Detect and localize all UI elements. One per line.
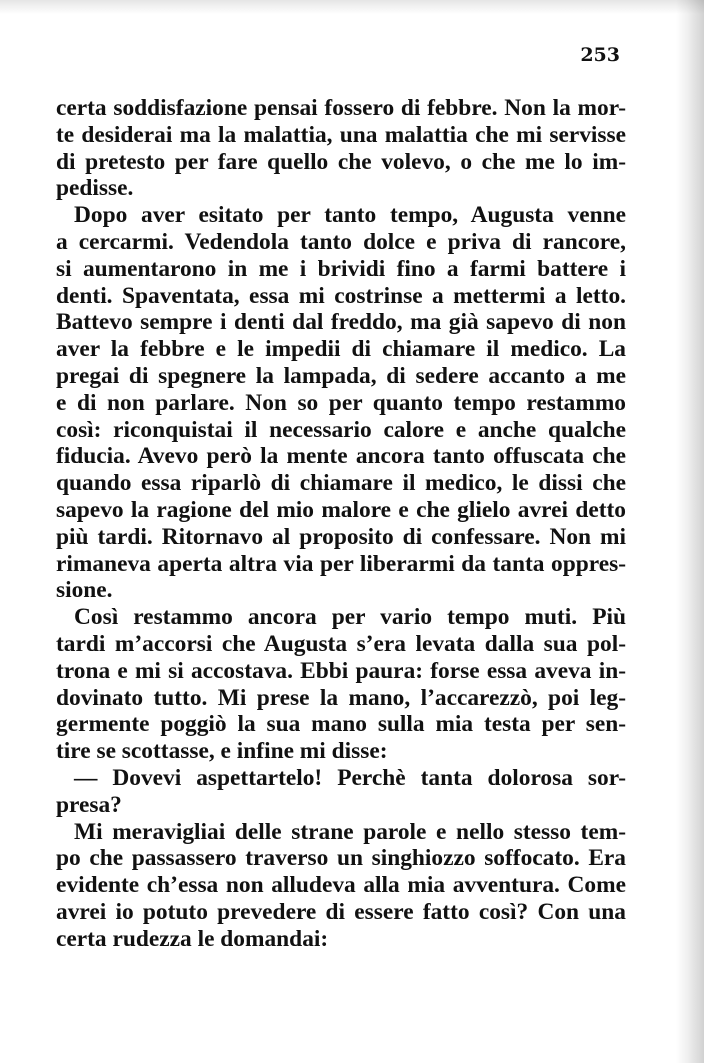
page-top-shadow	[0, 0, 704, 14]
text-line: po che passassero traverso un singhiozzo soffocato. Era	[56, 845, 626, 872]
text-line: evidente ch’essa non alludeva alla mia avventura. Come	[56, 872, 626, 899]
text-line: fiducia. Avevo però la mente ancora tanto offuscata che	[56, 443, 626, 470]
text-line: Così restammo ancora per vario tempo muti. Più	[74, 604, 626, 631]
text-line: e di non parlare. Non so per quanto tempo restammo	[56, 389, 626, 416]
text-line: pedisse.	[56, 175, 134, 202]
text-line: certa rudezza le domandai:	[56, 925, 329, 952]
text-line: germente poggiò la sua mano sulla mia testa per sen-	[56, 711, 626, 738]
text-line: pregai di spegnere la lampada, di sedere accanto a me	[56, 362, 626, 389]
text-line: tire se scottasse, e infine mi disse:	[56, 738, 388, 765]
text-line: quando essa riparlò di chiamare il medico, le dissi che	[56, 470, 626, 497]
text-line: trona e mi si accostava. Ebbi paura: forse essa aveva in-	[56, 657, 626, 684]
text-line: aver la febbre e le impedii di chiamare il medico. La	[56, 336, 626, 363]
text-line: si aumentarono in me i brividi fino a farmi battere i	[56, 255, 626, 282]
text-line: a cercarmi. Vedendola tanto dolce e priva di rancore,	[56, 228, 626, 255]
body-text	[56, 95, 626, 953]
text-line: certa soddisfazione pensai fossero di febbre. Non la mor-	[56, 95, 626, 121]
text-line: Mi meravigliai delle strane parole e nello stesso tem-	[74, 818, 626, 845]
text-line: di pretesto per fare quello che volevo, o che me lo im-	[56, 148, 626, 175]
page-number: 253	[580, 44, 620, 66]
page-edge-shadow	[676, 0, 704, 1063]
text-line: tardi m’accorsi che Augusta s’era levata dalla sua pol-	[56, 630, 626, 657]
text-line: Battevo sempre i denti dal freddo, ma già sapevo di non	[56, 309, 626, 336]
text-line: più tardi. Ritornavo al proposito di confessare. Non mi	[56, 523, 626, 550]
text-line: denti. Spaventata, essa mi costrinse a mettermi a letto.	[56, 282, 626, 309]
text-line: te desiderai ma la malattia, una malattia che mi servisse	[56, 121, 626, 148]
text-line: sione.	[56, 577, 113, 604]
text-line: Dopo aver esitato per tanto tempo, Augusta venne	[74, 202, 626, 229]
text-line: così: riconquistai il necessario calore e anche qualche	[56, 416, 626, 443]
text-line: rimaneva aperta altra via per liberarmi da tanta oppres-	[56, 550, 626, 577]
text-line: dovinato tutto. Mi prese la mano, l’accarezzò, poi leg-	[56, 684, 626, 711]
text-line: sapevo la ragione del mio malore e che glielo avrei detto	[56, 496, 626, 523]
text-line: avrei io potuto prevedere di essere fatto così? Con una	[56, 898, 626, 925]
text-line: — Dovevi aspettartelo! Perchè tanta dolorosa sor-	[74, 764, 626, 791]
text-line: presa?	[56, 791, 122, 818]
